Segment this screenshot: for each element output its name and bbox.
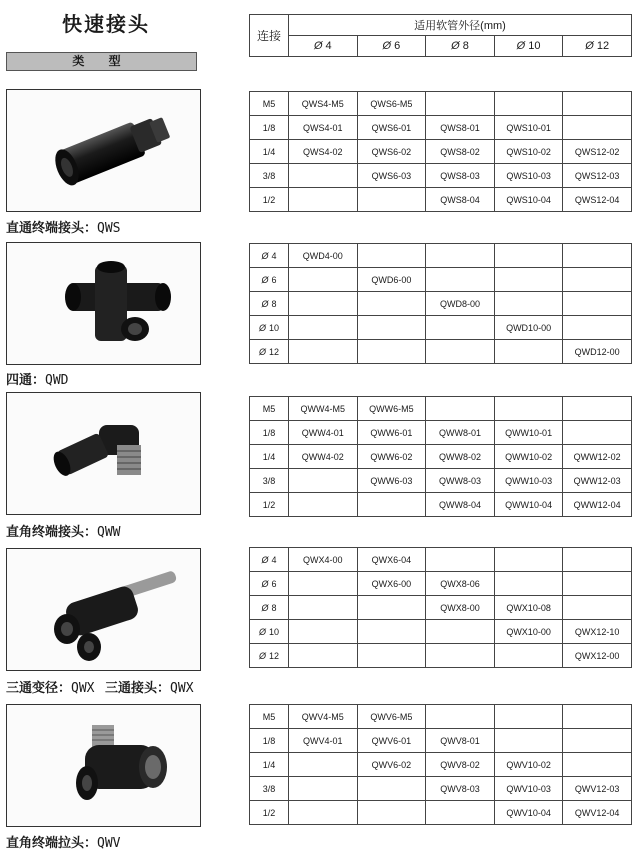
part-number-cell bbox=[289, 596, 358, 620]
connection-cell: 1/2 bbox=[250, 188, 289, 212]
table-row bbox=[250, 340, 632, 364]
table-row bbox=[250, 292, 632, 316]
part-number-cell: QWX6-00 bbox=[357, 572, 426, 596]
part-number-cell: QWW10-01 bbox=[494, 421, 563, 445]
table-row bbox=[250, 268, 632, 292]
part-number-cell bbox=[426, 92, 495, 116]
connection-cell: Ø 10 bbox=[250, 620, 289, 644]
connection-cell: Ø 8 bbox=[250, 292, 289, 316]
part-number-cell: QWW12-03 bbox=[563, 469, 632, 493]
part-number-cell bbox=[357, 596, 426, 620]
part-number-cell: QWS12-03 bbox=[563, 164, 632, 188]
part-number-cell: QWW10-02 bbox=[494, 445, 563, 469]
table-row bbox=[250, 397, 632, 421]
qwd-table bbox=[249, 243, 632, 364]
part-number-cell bbox=[494, 244, 563, 268]
part-number-cell: QWX12-00 bbox=[563, 644, 632, 668]
connection-cell: Ø 12 bbox=[250, 340, 289, 364]
part-number-cell bbox=[289, 801, 358, 825]
part-number-cell bbox=[289, 164, 358, 188]
connection-cell: Ø 6 bbox=[250, 268, 289, 292]
part-number-cell: QWW8-04 bbox=[426, 493, 495, 517]
qwv-table bbox=[249, 704, 632, 825]
part-number-cell: QWV12-04 bbox=[563, 801, 632, 825]
part-number-cell bbox=[563, 316, 632, 340]
connection-cell: 3/8 bbox=[250, 164, 289, 188]
part-number-cell: QWW6-03 bbox=[357, 469, 426, 493]
part-number-cell: QWD12-00 bbox=[563, 340, 632, 364]
part-number-cell: QWS10-03 bbox=[494, 164, 563, 188]
part-number-cell bbox=[289, 188, 358, 212]
part-number-cell bbox=[563, 572, 632, 596]
part-number-cell bbox=[426, 705, 495, 729]
part-number-cell bbox=[494, 572, 563, 596]
connection-cell: 3/8 bbox=[250, 777, 289, 801]
qww-product-photo bbox=[6, 392, 201, 515]
size-header-table bbox=[249, 14, 632, 57]
part-number-cell bbox=[563, 92, 632, 116]
part-number-cell: QWS4-02 bbox=[289, 140, 358, 164]
part-number-cell bbox=[357, 493, 426, 517]
part-number-cell: QWW10-03 bbox=[494, 469, 563, 493]
part-number-cell: QWS6-01 bbox=[357, 116, 426, 140]
part-number-cell bbox=[563, 421, 632, 445]
part-number-cell: QWD4-00 bbox=[289, 244, 358, 268]
part-number-cell: QWV4-M5 bbox=[289, 705, 358, 729]
part-number-cell: QWS10-04 bbox=[494, 188, 563, 212]
part-number-cell: QWS6-03 bbox=[357, 164, 426, 188]
part-number-cell bbox=[563, 244, 632, 268]
part-number-cell bbox=[494, 397, 563, 421]
part-number-cell bbox=[289, 644, 358, 668]
connection-cell: Ø 12 bbox=[250, 644, 289, 668]
table-row bbox=[250, 620, 632, 644]
qwd-caption: 四通：QWD bbox=[6, 373, 69, 388]
part-number-cell: QWX8-00 bbox=[426, 596, 495, 620]
part-number-cell: QWX4-00 bbox=[289, 548, 358, 572]
part-number-cell bbox=[289, 753, 358, 777]
part-number-cell: QWW4-02 bbox=[289, 445, 358, 469]
part-number-cell: QWD6-00 bbox=[357, 268, 426, 292]
table-row bbox=[250, 316, 632, 340]
part-number-cell bbox=[357, 292, 426, 316]
qwv-product-photo bbox=[6, 704, 201, 827]
part-number-cell: QWS6-02 bbox=[357, 140, 426, 164]
table-row bbox=[250, 244, 632, 268]
table-row bbox=[250, 596, 632, 620]
connection-cell: M5 bbox=[250, 705, 289, 729]
part-number-cell bbox=[357, 644, 426, 668]
qwd-product-photo bbox=[6, 242, 201, 365]
part-number-cell bbox=[426, 244, 495, 268]
connection-cell: Ø 8 bbox=[250, 596, 289, 620]
part-number-cell: QWS8-01 bbox=[426, 116, 495, 140]
qww-table bbox=[249, 396, 632, 517]
connection-cell: 1/8 bbox=[250, 729, 289, 753]
part-number-cell: QWV6-02 bbox=[357, 753, 426, 777]
part-number-cell: QWS8-04 bbox=[426, 188, 495, 212]
qws-caption: 直通终端接头：QWS bbox=[6, 221, 121, 236]
connection-cell: Ø 4 bbox=[250, 548, 289, 572]
qwx-table bbox=[249, 547, 632, 668]
part-number-cell: QWV10-04 bbox=[494, 801, 563, 825]
part-number-cell: QWW10-04 bbox=[494, 493, 563, 517]
part-number-cell: QWW8-01 bbox=[426, 421, 495, 445]
part-number-cell: QWW12-02 bbox=[563, 445, 632, 469]
table-row bbox=[250, 188, 632, 212]
part-number-cell: QWX10-00 bbox=[494, 620, 563, 644]
table-row bbox=[250, 548, 632, 572]
part-number-cell: QWW4-M5 bbox=[289, 397, 358, 421]
connection-cell: 3/8 bbox=[250, 469, 289, 493]
part-number-cell: QWV10-03 bbox=[494, 777, 563, 801]
connection-cell: 1/2 bbox=[250, 493, 289, 517]
part-number-cell bbox=[426, 548, 495, 572]
connection-cell: Ø 6 bbox=[250, 572, 289, 596]
table-row bbox=[250, 705, 632, 729]
part-number-cell: QWV12-03 bbox=[563, 777, 632, 801]
part-number-cell: QWV6-M5 bbox=[357, 705, 426, 729]
connection-cell: M5 bbox=[250, 92, 289, 116]
part-number-cell bbox=[426, 340, 495, 364]
part-number-cell: QWW8-03 bbox=[426, 469, 495, 493]
connection-header: 连接 bbox=[250, 15, 289, 57]
part-number-cell bbox=[563, 116, 632, 140]
part-number-cell bbox=[563, 268, 632, 292]
qww-caption: 直角终端接头：QWW bbox=[6, 525, 121, 540]
table-row bbox=[250, 801, 632, 825]
size-header-cell: Ø 12 bbox=[563, 36, 632, 57]
part-number-cell bbox=[563, 548, 632, 572]
part-number-cell bbox=[494, 705, 563, 729]
qws-table bbox=[249, 91, 632, 212]
part-number-cell: QWV4-01 bbox=[289, 729, 358, 753]
qwx-product-photo bbox=[6, 548, 201, 671]
part-number-cell: QWS8-02 bbox=[426, 140, 495, 164]
part-number-cell bbox=[563, 397, 632, 421]
part-number-cell bbox=[563, 729, 632, 753]
part-number-cell: QWX6-04 bbox=[357, 548, 426, 572]
part-number-cell: QWW6-M5 bbox=[357, 397, 426, 421]
part-number-cell: QWV6-01 bbox=[357, 729, 426, 753]
table-row bbox=[250, 445, 632, 469]
part-number-cell bbox=[289, 316, 358, 340]
part-number-cell: QWW6-02 bbox=[357, 445, 426, 469]
part-number-cell bbox=[426, 620, 495, 644]
part-number-cell: QWV8-01 bbox=[426, 729, 495, 753]
part-number-cell: QWS10-01 bbox=[494, 116, 563, 140]
part-number-cell: QWW8-02 bbox=[426, 445, 495, 469]
part-number-cell bbox=[494, 92, 563, 116]
part-number-cell bbox=[289, 292, 358, 316]
table-row bbox=[250, 493, 632, 517]
part-number-cell bbox=[289, 572, 358, 596]
part-number-cell bbox=[426, 316, 495, 340]
part-number-cell: QWD8-00 bbox=[426, 292, 495, 316]
part-number-cell: QWS10-02 bbox=[494, 140, 563, 164]
part-number-cell bbox=[289, 268, 358, 292]
part-number-cell bbox=[357, 340, 426, 364]
table-row bbox=[250, 116, 632, 140]
part-number-cell bbox=[494, 644, 563, 668]
table-row bbox=[250, 729, 632, 753]
connection-cell: 1/4 bbox=[250, 445, 289, 469]
part-number-cell: QWD10-00 bbox=[494, 316, 563, 340]
part-number-cell: QWX12-10 bbox=[563, 620, 632, 644]
part-number-cell bbox=[563, 705, 632, 729]
part-number-cell bbox=[494, 268, 563, 292]
part-number-cell: QWS12-02 bbox=[563, 140, 632, 164]
connection-cell: Ø 4 bbox=[250, 244, 289, 268]
table-row bbox=[250, 469, 632, 493]
part-number-cell: QWW4-01 bbox=[289, 421, 358, 445]
part-number-cell bbox=[494, 292, 563, 316]
table-row bbox=[250, 753, 632, 777]
part-number-cell bbox=[494, 729, 563, 753]
part-number-cell: QWS8-03 bbox=[426, 164, 495, 188]
size-header-cell: Ø 10 bbox=[494, 36, 563, 57]
part-number-cell bbox=[357, 188, 426, 212]
qws-product-photo bbox=[6, 89, 201, 212]
qwx-caption: 三通变径：QWX 三通接头：QWX bbox=[6, 681, 194, 696]
part-number-cell bbox=[563, 753, 632, 777]
connection-cell: 1/8 bbox=[250, 116, 289, 140]
part-number-cell: QWV8-02 bbox=[426, 753, 495, 777]
part-number-cell bbox=[563, 596, 632, 620]
part-number-cell: QWS4-01 bbox=[289, 116, 358, 140]
part-number-cell bbox=[289, 777, 358, 801]
connection-cell: 1/4 bbox=[250, 753, 289, 777]
part-number-cell: QWS12-04 bbox=[563, 188, 632, 212]
part-number-cell bbox=[494, 548, 563, 572]
part-number-cell bbox=[289, 469, 358, 493]
qwv-caption: 直角终端拉头：QWV bbox=[6, 836, 121, 851]
table-row bbox=[250, 572, 632, 596]
table-row bbox=[250, 644, 632, 668]
size-header-cell: Ø 4 bbox=[289, 36, 358, 57]
part-number-cell bbox=[357, 244, 426, 268]
part-number-cell: QWV8-03 bbox=[426, 777, 495, 801]
page-title: 快速接头 bbox=[62, 12, 150, 36]
connection-cell: M5 bbox=[250, 397, 289, 421]
part-number-cell bbox=[426, 268, 495, 292]
part-number-cell bbox=[426, 397, 495, 421]
size-header-cell: Ø 6 bbox=[357, 36, 426, 57]
part-number-cell: QWX10-08 bbox=[494, 596, 563, 620]
tube-od-header: 适用软管外径(mm) bbox=[289, 15, 632, 36]
table-row bbox=[250, 421, 632, 445]
table-row bbox=[250, 777, 632, 801]
part-number-cell bbox=[357, 620, 426, 644]
table-row bbox=[250, 140, 632, 164]
part-number-cell bbox=[494, 340, 563, 364]
part-number-cell: QWW12-04 bbox=[563, 493, 632, 517]
part-number-cell bbox=[357, 316, 426, 340]
connection-cell: 1/8 bbox=[250, 421, 289, 445]
size-header-cell: Ø 8 bbox=[426, 36, 495, 57]
part-number-cell bbox=[357, 777, 426, 801]
part-number-cell bbox=[289, 620, 358, 644]
part-number-cell: QWW6-01 bbox=[357, 421, 426, 445]
connection-cell: 1/4 bbox=[250, 140, 289, 164]
part-number-cell bbox=[426, 644, 495, 668]
part-number-cell: QWV10-02 bbox=[494, 753, 563, 777]
table-row bbox=[250, 164, 632, 188]
part-number-cell: QWX8-06 bbox=[426, 572, 495, 596]
connection-cell: Ø 10 bbox=[250, 316, 289, 340]
type-label-bar: 类 型 bbox=[6, 52, 197, 71]
connection-cell: 1/2 bbox=[250, 801, 289, 825]
part-number-cell: QWS6-M5 bbox=[357, 92, 426, 116]
table-row bbox=[250, 92, 632, 116]
part-number-cell bbox=[357, 801, 426, 825]
part-number-cell bbox=[289, 340, 358, 364]
part-number-cell: QWS4-M5 bbox=[289, 92, 358, 116]
part-number-cell bbox=[426, 801, 495, 825]
part-number-cell bbox=[289, 493, 358, 517]
part-number-cell bbox=[563, 292, 632, 316]
